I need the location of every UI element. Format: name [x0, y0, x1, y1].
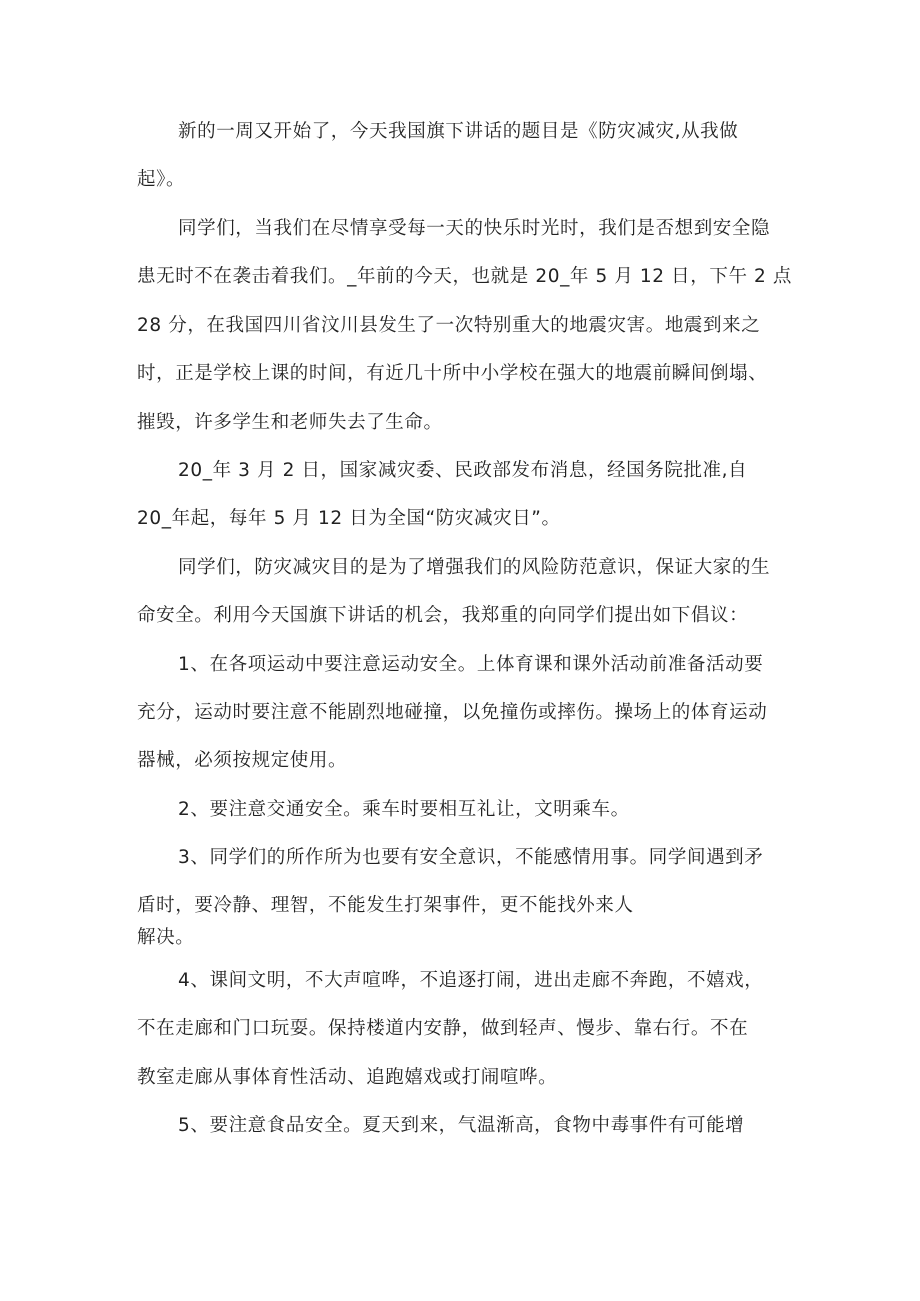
text-line: 5、要注意食品安全。夏天到来，气温渐高，食物中毒事件有可能增 — [178, 1115, 745, 1136]
text-line: 起》。 — [137, 169, 186, 190]
text-line: 新的一周又开始了，今天我国旗下讲话的题目是《防灾减灾,从我做 — [178, 121, 739, 142]
text-line: 4、课间文明，不大声喧哗，不追逐打闹，进出走廊不奔跑，不嬉戏， — [178, 970, 764, 991]
text-line: 同学们，防灾减灾目的是为了增强我们的风险防范意识，保证大家的生 — [178, 557, 771, 578]
text-line: 不在走廊和门口玩耍。保持楼道内安静，做到轻声、慢步、靠右行。不在 — [137, 1018, 749, 1039]
text-line: 1、在各项运动中要注意运动安全。上体育课和课外活动前准备活动要 — [178, 654, 764, 675]
text-line: 解决。 — [137, 927, 195, 948]
text-line: 教室走廊从事体育性活动、追跑嬉戏或打闹喧哗。 — [137, 1067, 558, 1088]
text-line: 28 分，在我国四川省汶川县发生了一次特别重大的地震灾害。地震到来之 — [137, 315, 761, 336]
text-line: 患无时不在袭击着我们。_年前的今天，也就是 20_年 5 月 12 日，下午 2 点 — [137, 266, 792, 287]
text-line: 时，正是学校上课的时间，有近几十所中小学校在强大的地震前瞬间倒塌、 — [137, 363, 768, 384]
text-line: 2、要注意交通安全。乘车时要相互礼让，文明乘车。 — [178, 799, 630, 820]
text-line: 器械，必须按规定使用。 — [137, 750, 348, 771]
text-line: 20_年起，每年 5 月 12 日为全国“防灾减灾日”。 — [137, 508, 561, 529]
text-line: 摧毁，许多学生和老师失去了生命。 — [137, 412, 443, 433]
text-line: 同学们，当我们在尽情享受每一天的快乐时光时，我们是否想到安全隐 — [178, 218, 771, 239]
text-line: 盾时，要冷静、理智，不能发生打架事件，更不能找外来人 — [137, 895, 634, 916]
text-line: 充分，运动时要注意不能剧烈地碰撞，以免撞伤或摔伤。操场上的体育运动 — [137, 702, 768, 723]
text-line: 3、同学们的所作所为也要有安全意识，不能感情用事。同学间遇到矛 — [178, 847, 764, 868]
text-line: 命安全。利用今天国旗下讲话的机会，我郑重的向同学们提出如下倡议： — [137, 605, 749, 626]
text-line: 20_年 3 月 2 日，国家减灾委、民政部发布消息，经国务院批准,自 — [178, 460, 748, 481]
